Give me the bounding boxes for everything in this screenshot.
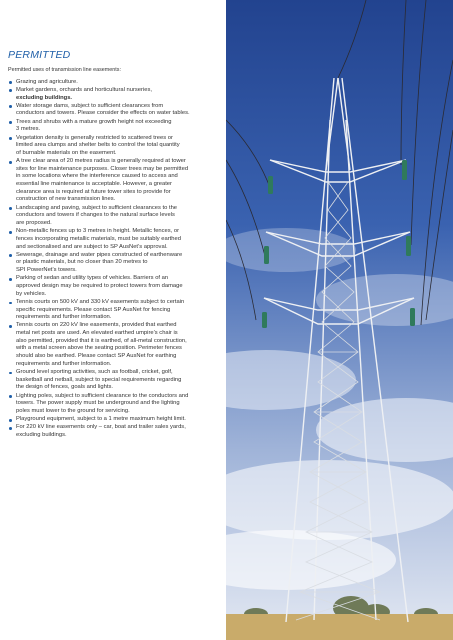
text-column xyxy=(0,0,226,640)
list-item-text: Landscaping and paving, subject to sufficient clearances to the conductors and towers if changes to the natural surface levels are proposed. xyxy=(16,204,178,226)
dry-grass-ground xyxy=(226,614,453,640)
list-item-text: Tennis courts on 500 kV and 330 kV easements subject to certain specific requirements. Please contact SP AusNet for fencing requirements and further information. xyxy=(16,298,185,321)
list-item xyxy=(8,393,220,416)
list-item-text: For 220 kV line easements only – car, boat and trailer sales yards, excluding buildings. xyxy=(16,424,186,439)
list-item-text: A tree clear area of 20 metres radius is generally required at tower sites for line maintenance purposes. Closer trees may be permitted in some locations where the interference caused to access and essential line maintenance is acceptable. However, a greater clearance area is required at future tower sites to provide for construction of new transmission lines. xyxy=(16,158,189,203)
list-item xyxy=(8,424,220,439)
list-item-text: Parking of sedan and utility types of vehicles. Barriers of an approved design may be required to protect towers from damage by vehicles. xyxy=(16,275,183,297)
list-item xyxy=(8,252,220,275)
list-item xyxy=(8,275,220,298)
list-item xyxy=(8,79,220,87)
list-item xyxy=(8,158,220,204)
permitted-uses-list xyxy=(8,79,220,440)
list-item-text: Water storage dams, subject to sufficient clearances from conductors and towers. Please consider the effects on water tables. xyxy=(16,102,190,117)
list-item xyxy=(8,369,220,392)
list-item-text: Tennis courts on 220 kV line easements, provided that earthed metal net posts are used. An elevated earthed umpire’s chair is also permitted, provided that it is earthed, of all-metal construction, with a metal screen above the seating position. Perimeter fences should also be earthed. Please contact SP AusNet for earthing requirements and further information. xyxy=(16,322,187,367)
list-item-text: Playground equipment, subject to a 1 metre maximum height limit. xyxy=(16,416,186,423)
list-item xyxy=(8,87,220,102)
list-item-text: Lighting poles, subject to sufficient clearance to the conductors and towers. The power supply must be underground and the lighting poles must lower to the ground for servicing. xyxy=(16,392,189,414)
list-item-text: Vegetation density is generally restricted to scattered trees or limited area clumps and shelter belts to control the total quantity of burnable materials on the easement. xyxy=(16,134,180,156)
list-item xyxy=(8,228,220,251)
section-heading: PERMITTED xyxy=(8,49,71,61)
list-item-text: Ground level sporting activities, such as football, cricket, golf, basketball and netball, subject to special requirements regarding the design of fences, goals and lights. xyxy=(16,369,182,391)
list-item xyxy=(8,119,220,134)
list-item-text: Grazing and agriculture. xyxy=(16,78,78,85)
list-item-text: Non-metallic fences up to 3 metres in height. Metallic fences, or fences incorporating metallic materials, must be suitably earthed and sectionalised and are subject to SP AusNet’s approval. xyxy=(16,228,181,250)
list-item-text: Sewerage, drainage and water pipes constructed of earthenware or plastic materials, but no closer than 20 metres to SPI PowerNet’s towers. xyxy=(16,251,183,274)
list-item xyxy=(8,135,220,158)
list-item xyxy=(8,416,220,424)
transmission-tower-photo xyxy=(226,0,453,640)
list-item xyxy=(8,322,220,368)
list-item-text: Market gardens, orchards and horticultural nurseries, xyxy=(16,86,152,93)
tower-illustration xyxy=(226,0,453,640)
list-item xyxy=(8,205,220,228)
list-item xyxy=(8,103,220,118)
list-item-bold: excluding buildings. xyxy=(16,94,73,101)
section-intro: Permitted uses of transmission line easements: xyxy=(8,67,121,73)
list-item-text: Trees and shrubs with a mature growth height not exceeding 3 metres. xyxy=(16,118,172,133)
list-item xyxy=(8,299,220,322)
